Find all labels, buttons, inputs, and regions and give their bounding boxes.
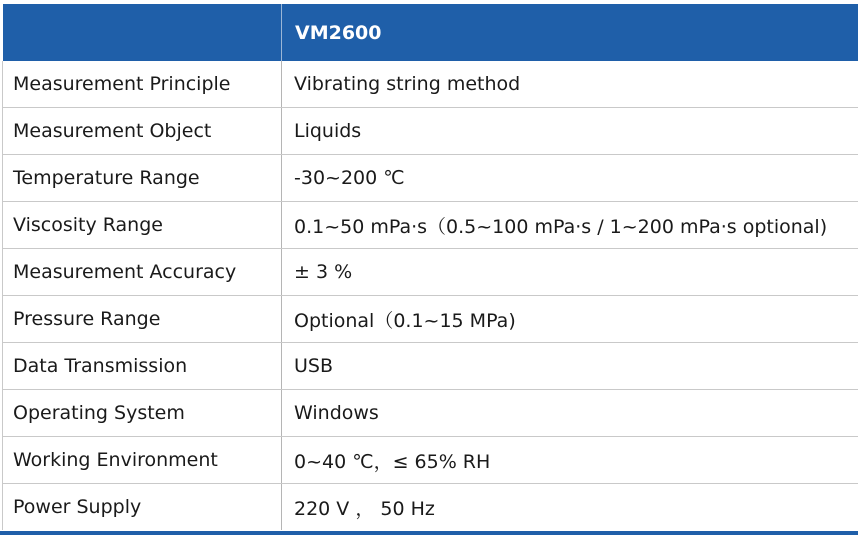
spec-value: Optional（0.1~15 MPa) — [282, 296, 858, 343]
spec-value: Vibrating string method — [282, 61, 858, 108]
spec-label: Power Supply — [3, 484, 282, 531]
spec-label: Viscosity Range — [3, 202, 282, 249]
spec-value: 0.1~50 mPa·s（0.5~100 mPa·s / 1~200 mPa·s optional) — [282, 202, 858, 249]
spec-label: Measurement Accuracy — [3, 249, 282, 296]
spec-value: Windows — [282, 390, 858, 437]
table-row — [3, 155, 858, 202]
spec-value: 0~40 ℃，≤ 65% RH — [282, 437, 858, 484]
table-row — [3, 343, 858, 390]
table-bottom-border — [0, 531, 858, 535]
table-row — [3, 249, 858, 296]
spec-label: Temperature Range — [3, 155, 282, 202]
table-row — [3, 484, 858, 531]
table-row — [3, 61, 858, 108]
table-row — [3, 202, 858, 249]
spec-label: Data Transmission — [3, 343, 282, 390]
spec-label: Working Environment — [3, 437, 282, 484]
model-name-header: VM2600 — [282, 4, 858, 61]
table-row — [3, 390, 858, 437]
spec-value: USB — [282, 343, 858, 390]
spec-value: -30~200 ℃ — [282, 155, 858, 202]
spec-label: Measurement Principle — [3, 61, 282, 108]
header-corner-cell — [3, 4, 282, 61]
spec-label: Measurement Object — [3, 108, 282, 155]
spec-label: Pressure Range — [3, 296, 282, 343]
spec-label: Operating System — [3, 390, 282, 437]
spec-value: ± 3 % — [282, 249, 858, 296]
table-row — [3, 296, 858, 343]
table-header-row — [3, 4, 858, 61]
table-row — [3, 108, 858, 155]
spec-value: 220 V ， 50 Hz — [282, 484, 858, 531]
table-row — [3, 437, 858, 484]
spec-table — [2, 4, 858, 530]
spec-value: Liquids — [282, 108, 858, 155]
